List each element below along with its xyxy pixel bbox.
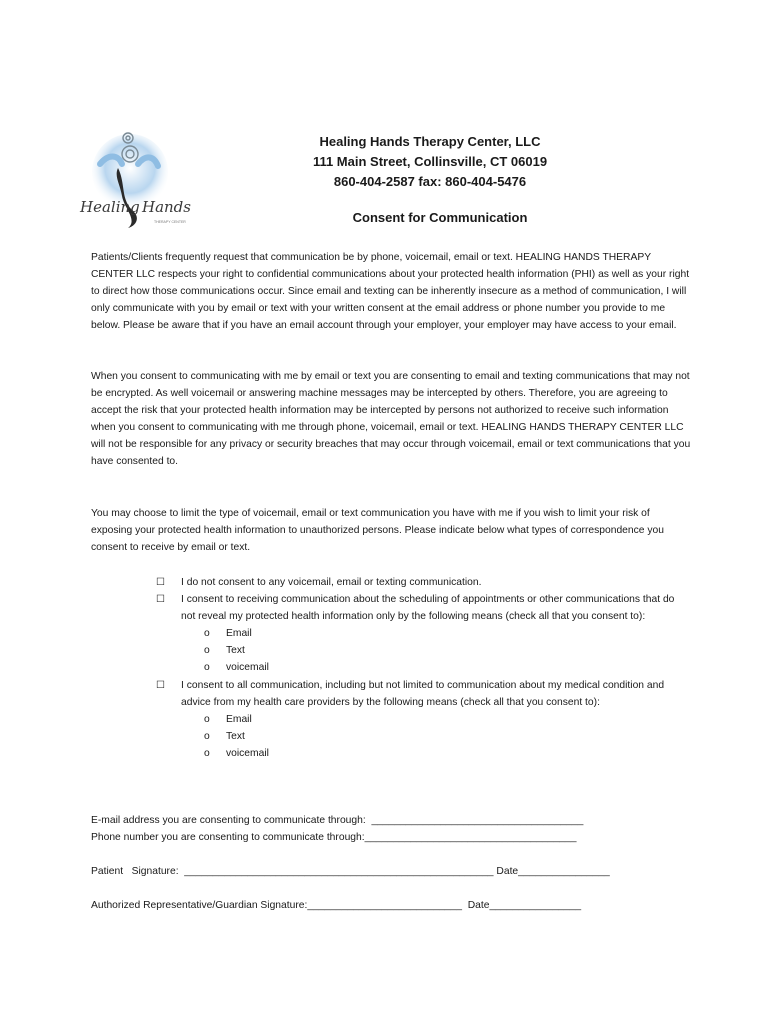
logo-tagline: THERAPY CENTER xyxy=(154,220,186,224)
org-address: 111 Main Street, Collinsville, CT 06019 xyxy=(312,154,548,169)
consent-options xyxy=(91,574,691,762)
representative-signature-field[interactable]: Authorized Representative/Guardian Signature:___________________________ Date________________ xyxy=(91,900,582,911)
email-field[interactable]: E-mail address you are consenting to communicate through: _____________________________________ xyxy=(91,815,584,826)
means-list xyxy=(181,625,691,676)
healing-hands-logo xyxy=(78,124,194,234)
logo-graphic xyxy=(78,124,194,234)
means-item[interactable]: o voicemail xyxy=(204,662,269,674)
means-item[interactable]: o Text xyxy=(204,730,245,742)
option-label: I consent to receiving communication about the scheduling of appointments or other communications that do not reveal my protected health information only by the following means (check all that you consent to): xyxy=(181,594,675,623)
letterhead xyxy=(230,132,630,192)
checkbox[interactable]: ☐ xyxy=(156,594,165,606)
phone-field[interactable]: Phone number you are consenting to communicate through:_____________________________________ xyxy=(91,832,577,843)
option-label: I consent to all communication, including but not limited to communication about my medical condition and advice from my health care providers by the following means (check all that you consent to): xyxy=(181,679,665,708)
org-phone-fax: 860-404-2587 fax: 860-404-5476 xyxy=(333,174,527,189)
paragraph-intro: Patients/Clients frequently request that communication be by phone, voicemail, email or text. HEALING HANDS THERAPY CENTER LLC respects your right to confidential communications about your protected health information (PHI) as well as your right to direct how those communications occur. Since email and texting can be inherently insecure as a method of communication, I will only communicate with you by email or text with your written consent at the email address or phone number you provide to me below. Please be aware that if you have an email account through your employer, your employer may have access to your email. xyxy=(91,252,690,332)
means-item[interactable]: o voicemail xyxy=(204,747,269,759)
option-label: I do not consent to any voicemail, email or texting communication. xyxy=(181,577,482,588)
means-item[interactable]: o Text xyxy=(204,645,245,657)
logo-text-right: Hands xyxy=(142,198,191,216)
org-name: Healing Hands Therapy Center, LLC xyxy=(319,134,541,149)
option-all-consent xyxy=(91,677,691,762)
paragraph-risk: When you consent to communicating with me by email or text you are consenting to email and texting communications that may not be encrypted. As well voicemail or answering machine messages may be intercepted by others. Therefore, you are agreeing to accept the risk that your protected health information may be intercepted by persons not authorized to receive such information when you consent to communicating with me through phone, voicemail, email or text. HEALING HANDS THERAPY CENTER LLC will not be responsible for any privacy or security breaches that may occur through voicemail, email or text communications that you have consented to. xyxy=(91,371,691,468)
paragraph-limit: You may choose to limit the type of voicemail, email or text communication you have with me if you wish to limit your risk of exposing your protected health information to unauthorized persons. Please indicate below what types of correspondence you consent to receive by email or text. xyxy=(91,508,664,554)
patient-signature-field[interactable]: Patient Signature: ______________________________________________________ Date________________ xyxy=(91,866,610,877)
means-item[interactable]: o Email xyxy=(204,713,252,725)
logo-text-left: Healing xyxy=(80,198,140,216)
means-item[interactable]: o Email xyxy=(204,628,252,640)
option-scheduling-consent xyxy=(91,591,691,676)
checkbox[interactable]: ☐ xyxy=(156,577,165,588)
option-no-consent xyxy=(91,574,691,591)
checkbox[interactable]: ☐ xyxy=(156,679,165,691)
means-list xyxy=(181,711,691,762)
document-title: Consent for Communication xyxy=(352,210,528,225)
